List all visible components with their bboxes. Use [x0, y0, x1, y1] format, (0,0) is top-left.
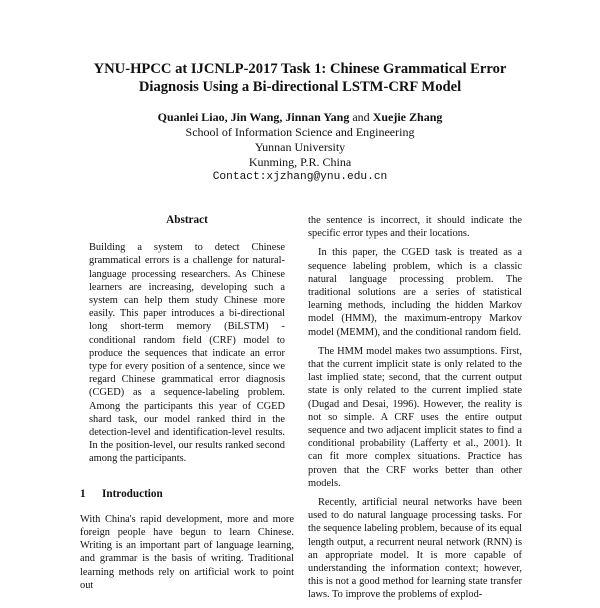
- abstract-text: Building a system to detect Chinese grammatical errors is a challenge for natural-language processing researchers. As Chinese learners are increasing, developing such a system can help them study Chinese more easily. This paper introduces a bi-directional long short-term memory (BiLSTM) - conditional random field (CRF) model to produce the sequences that indicate an error type for every position of a sentence, since we regard Chinese grammatical error diagnosis (CGED) as a sequence-labeling problem. Among the participants this year of CGED shard task, our model ranked third in the detection-level and identification-level results. In the position-level, our results ranked second among the participants.: [89, 242, 285, 465]
- paper-title: [40, 60, 560, 96]
- title-line-2: Diagnosis Using a Bi-directional LSTM-CRF Model: [138, 79, 462, 95]
- authors-main: Quanlei Liao, Jin Wang, Jinnan Yang: [157, 110, 350, 124]
- author-block: [40, 110, 560, 185]
- authors-last: Xuejie Zhang: [372, 110, 443, 124]
- contact-email: Contact:xjzhang@ynu.edu.cn: [212, 171, 388, 183]
- left-column: [80, 214, 294, 598]
- introduction-paragraph-1: With China's rapid development, more and more foreign people have begun to learn Chinese. Writing is an important part of language learning, and grammar is the basis of writing. Traditional learning methods rely on artificial work to point out: [80, 513, 294, 591]
- right-column: [308, 214, 522, 608]
- right-paragraph-2: In this paper, the CGED task is treated as a sequence labeling problem, which is a classic natural language processing problem. The traditional solutions are a series of statistical learning methods, including the hidden Markov model (HMM), the maximum-entropy Markov model (MEMM), and the conditional random field.: [308, 247, 522, 338]
- affiliation-school: School of Information Science and Engineering: [185, 125, 415, 139]
- section-heading-introduction: [80, 488, 294, 501]
- section-number: 1: [80, 487, 86, 500]
- title-line-1: YNU-HPCC at IJCNLP-2017 Task 1: Chinese Grammatical Error: [93, 61, 507, 77]
- right-paragraph-3: The HMM model makes two assumptions. First, that the current implicit state is only related to the last implied state; second, that the current output state is only related to the current implied state (Dugad and Desai, 1996). However, the reality is not so simple. A CRF uses the entire output sequence and two adjacent implicit states to find a conditional probability (Lafferty et al., 2001). It can fit more complex situations. Practice has proven that the CRF works better than other models.: [308, 345, 522, 489]
- right-paragraph-4: Recently, artificial neural networks have been used to do natural language processing tasks. For the sequence labeling problem, because of its equal length output, a recurrent neural network (RNN) is an appropriate model. It is more capable of understanding the information context; however, this is not a good method for learning state transfer laws. To improve the problems of explod-: [308, 497, 522, 601]
- right-paragraph-continued: the sentence is incorrect, it should indicate the specific error types and their locations.: [308, 215, 522, 240]
- section-title: Introduction: [102, 487, 163, 500]
- abstract-heading: Abstract: [166, 214, 208, 226]
- authors-and: and: [352, 110, 370, 124]
- author-names: [40, 110, 560, 125]
- abstract-body: [80, 241, 294, 465]
- affiliation-university: Yunnan University: [254, 140, 346, 154]
- affiliation-city: Kunming, P.R. China: [248, 155, 352, 169]
